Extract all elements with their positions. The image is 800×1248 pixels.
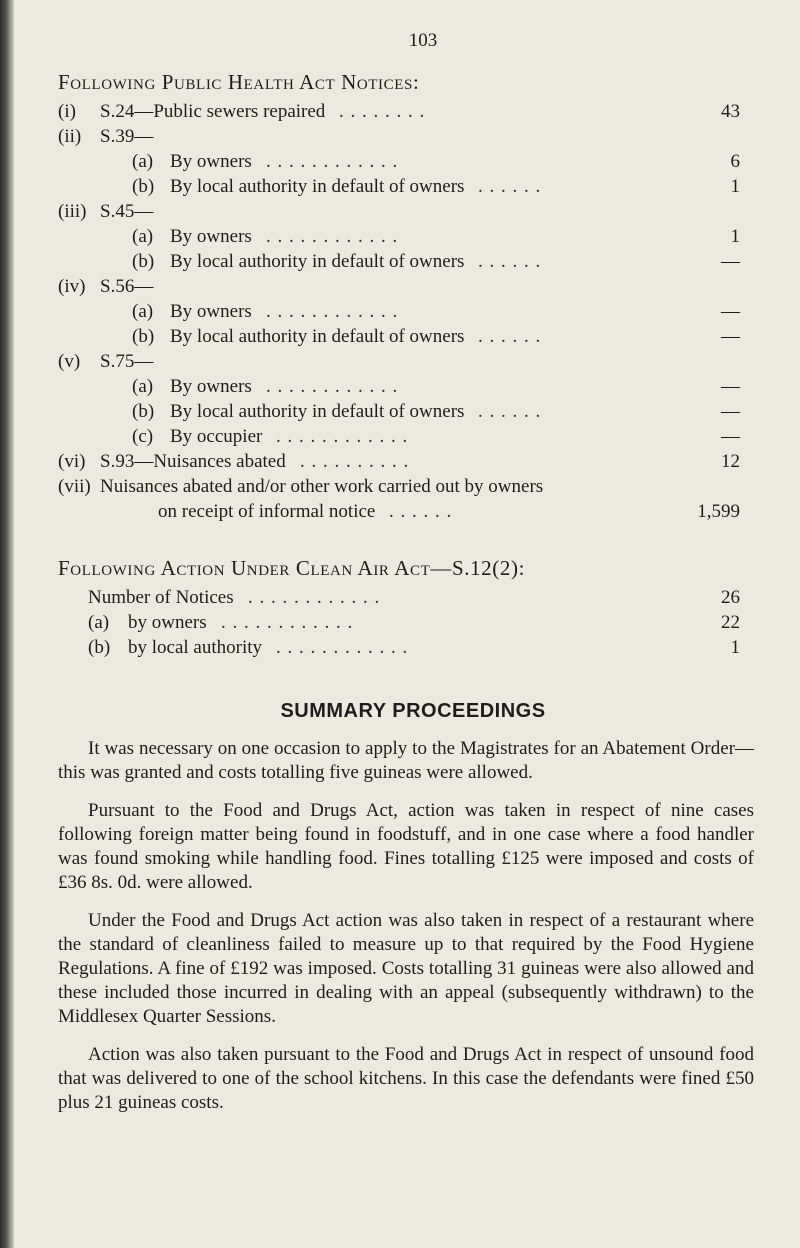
row-value: 1 bbox=[730, 637, 740, 658]
row-label: By owners bbox=[170, 151, 252, 172]
summary-proceedings-title: SUMMARY PROCEEDINGS bbox=[280, 700, 546, 722]
row-value: 1 bbox=[730, 176, 740, 197]
notice-row bbox=[58, 499, 758, 524]
row-sub-letter: (b) bbox=[88, 637, 111, 658]
leader-dots: . . . . . . . . . . . . bbox=[266, 151, 399, 172]
notice-row bbox=[58, 299, 758, 324]
notice-row bbox=[58, 424, 758, 449]
row-sub-letter: (b) bbox=[132, 401, 155, 422]
summary-paragraph: It was necessary on one occasion to apply to the Magistrates for an Abatement Order—this was granted and costs totalling five guineas were allowed. bbox=[58, 738, 754, 783]
row-label: on receipt of informal notice bbox=[158, 501, 376, 522]
notice-row bbox=[58, 324, 758, 349]
notice-row bbox=[58, 199, 758, 224]
row-label: S.75— bbox=[100, 351, 154, 372]
leader-dots: . . . . . . bbox=[478, 326, 542, 347]
row-label: S.45— bbox=[100, 201, 154, 222]
notice-row bbox=[58, 474, 758, 499]
row-value: 22 bbox=[721, 612, 740, 633]
leader-dots: . . . . . . . . . . . . bbox=[276, 637, 409, 658]
row-label: By local authority in default of owners bbox=[170, 326, 465, 347]
leader-dots: . . . . . . bbox=[478, 176, 542, 197]
row-label: Number of Notices bbox=[88, 587, 234, 608]
row-sub-letter: (b) bbox=[132, 326, 155, 347]
row-label: by owners bbox=[128, 612, 207, 633]
row-value: 43 bbox=[721, 101, 740, 122]
row-number: (i) bbox=[58, 101, 76, 122]
row-value: 1 bbox=[730, 226, 740, 247]
notice-row bbox=[58, 274, 758, 299]
document-page bbox=[58, 30, 758, 1115]
notice-row bbox=[58, 399, 758, 424]
row-value: — bbox=[721, 301, 740, 322]
row-label: By local authority in default of owners bbox=[170, 176, 465, 197]
row-label: by local authority bbox=[128, 637, 263, 658]
leader-dots: . . . . . . . . . . . . bbox=[266, 301, 399, 322]
row-sub-letter: (a) bbox=[132, 226, 154, 247]
row-value: — bbox=[721, 326, 740, 347]
row-number: (iii) bbox=[58, 201, 87, 222]
row-label: By occupier bbox=[170, 426, 263, 447]
row-label: By owners bbox=[170, 301, 252, 322]
notice-row bbox=[58, 249, 758, 274]
clean-air-act-heading: Following Action Under Clean Air Act—S.12(2): bbox=[58, 556, 525, 580]
row-label: S.39— bbox=[100, 126, 154, 147]
leader-dots: . . . . . . . . . . . . bbox=[266, 226, 399, 247]
row-label: By owners bbox=[170, 376, 252, 397]
row-sub-letter: (a) bbox=[88, 612, 110, 633]
row-value: — bbox=[721, 426, 740, 447]
summary-paragraph: Action was also taken pursuant to the Food and Drugs Act in respect of unsound food that was delivered to one of the school kitchens. In this case the defendants were fined £50 plus 21 guineas costs. bbox=[58, 1044, 754, 1113]
leader-dots: . . . . . . . . . . bbox=[300, 451, 410, 472]
row-value: — bbox=[721, 376, 740, 397]
row-sub-letter: (a) bbox=[132, 376, 154, 397]
notice-row bbox=[58, 635, 758, 660]
page-number: 103 bbox=[408, 30, 438, 51]
clean-air-notices-list bbox=[58, 585, 758, 660]
notice-row bbox=[58, 449, 758, 474]
leader-dots: . . . . . . bbox=[478, 251, 542, 272]
leader-dots: . . . . . . bbox=[478, 401, 542, 422]
row-number: (v) bbox=[58, 351, 81, 372]
notice-row bbox=[58, 374, 758, 399]
public-health-notices-heading: Following Public Health Act Notices: bbox=[58, 70, 420, 94]
leader-dots: . . . . . . . . . . . . bbox=[266, 376, 399, 397]
row-value: 12 bbox=[721, 451, 740, 472]
row-value: 26 bbox=[721, 587, 740, 608]
public-health-notices-list bbox=[58, 99, 758, 524]
row-sub-letter: (a) bbox=[132, 301, 154, 322]
row-number: (vii) bbox=[58, 476, 91, 497]
leader-dots: . . . . . . . . . . . . bbox=[248, 587, 381, 608]
leader-dots: . . . . . . . . bbox=[339, 101, 426, 122]
row-sub-letter: (a) bbox=[132, 151, 154, 172]
row-sub-letter: (b) bbox=[132, 251, 155, 272]
notice-row bbox=[58, 124, 758, 149]
notice-row bbox=[58, 99, 758, 124]
row-value: — bbox=[721, 401, 740, 422]
book-binding-edge bbox=[0, 0, 14, 1248]
row-number: (vi) bbox=[58, 451, 86, 472]
row-label: By local authority in default of owners bbox=[170, 251, 465, 272]
leader-dots: . . . . . . . . . . . . bbox=[276, 426, 409, 447]
row-value: — bbox=[721, 251, 740, 272]
notice-row bbox=[58, 174, 758, 199]
row-number: (ii) bbox=[58, 126, 82, 147]
row-sub-letter: (c) bbox=[132, 426, 154, 447]
row-label: Nuisances abated and/or other work carried out by owners bbox=[100, 476, 544, 497]
row-label: S.93—Nuisances abated bbox=[100, 451, 286, 472]
row-label: By local authority in default of owners bbox=[170, 401, 465, 422]
leader-dots: . . . . . . . . . . . . bbox=[221, 612, 354, 633]
row-number: (iv) bbox=[58, 276, 86, 297]
notice-row bbox=[58, 585, 758, 610]
row-label: By owners bbox=[170, 226, 252, 247]
notice-row bbox=[58, 610, 758, 635]
summary-paragraph: Under the Food and Drugs Act action was also taken in respect of a restaurant where the standard of cleanliness failed to measure up to that required by the Food Hygiene Regulations. A fine of £192 was imposed. Costs totalling 31 guineas were also allowed and these included those incurred in dealing with an appeal (subsequently withdrawn) to the Middlesex Quarter Sessions. bbox=[58, 910, 754, 1027]
notice-row bbox=[58, 224, 758, 249]
row-sub-letter: (b) bbox=[132, 176, 155, 197]
leader-dots: . . . . . . bbox=[389, 501, 453, 522]
summary-paragraph: Pursuant to the Food and Drugs Act, action was taken in respect of nine cases following foreign matter being found in foodstuff, and in one case where a food handler was found smoking while handling food. Fines totalling £125 were imposed and costs of £36 8s. 0d. were allowed. bbox=[58, 800, 754, 893]
row-value: 1,599 bbox=[697, 501, 740, 522]
row-label: S.24—Public sewers repaired bbox=[100, 101, 326, 122]
row-label: S.56— bbox=[100, 276, 154, 297]
row-value: 6 bbox=[730, 151, 740, 172]
notice-row bbox=[58, 149, 758, 174]
notice-row bbox=[58, 349, 758, 374]
